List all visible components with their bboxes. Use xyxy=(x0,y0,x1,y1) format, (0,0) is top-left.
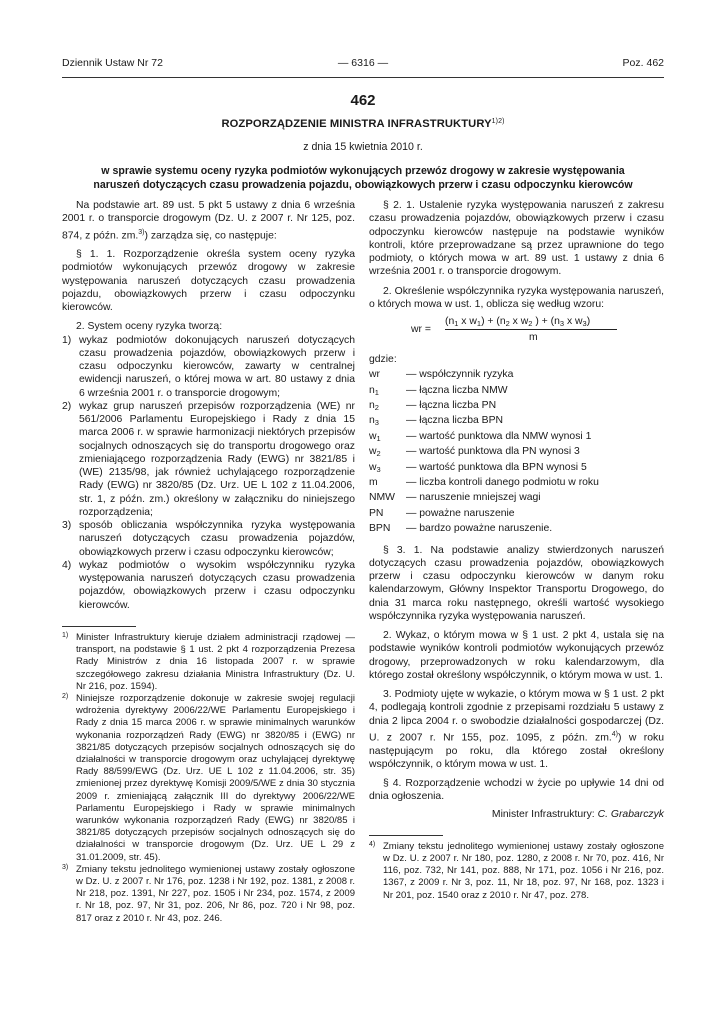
page-header xyxy=(62,57,664,71)
formula-lhs: wr = xyxy=(411,324,431,335)
footnote-1: 1) Minister Infrastruktury kieruje działem administracji rządowej — transport, na podstawie § 1 ust. 2 pkt 4 rozporządzenia Prezesa Rady Ministrów z dnia 16 listopada 2007 r. w sprawie szczegółowego zakresu działania Ministra Infrastruktury (Dz. U. Nr 216, poz. 1594). xyxy=(62,631,355,692)
act-date: z dnia 15 kwietnia 2010 r. xyxy=(303,141,423,153)
footnote-2: 2) Niniejsze rozporządzenie dokonuje w zakresie swojej regulacji wdrożenia dyrektywy 2006/22/WE Parlamentu Europejskiego i Rady z dnia 15 marca 2006 r. w sprawie minimalnych warunków wykonania rozporządzeń Rady (EWG) nr 3820/85 i (EWG) nr 3821/85 dotyczących przepisów socjalnych odnoszących się do działalności w transporcie drogowym oraz uchylającej dyrektywę Rady 88/599/EWG (Dz. Urz. UE L 102 z 11.04.2006, str. 35) zmienionej przez dyrektywę Komisji 2009/5/WE z dnia 30 stycznia 2009 r. zmieniającą załącznik III do dyrektywy 2006/22/WE Parlamentu Europejskiego i Rady w sprawie minimalnych warunków wykonania rozporządzeń Rady (EWG) nr 3820/85 i 3821/85 dotyczących przepisów socjalnych odnoszących się do działalności w transporcie drogowym (Dz. Urz. UE L 29 z 31.01.2009, str. 45). xyxy=(62,692,355,863)
position-number: Poz. 462 xyxy=(622,57,664,69)
legend-row: $w_1$ — wartość punktowa dla NMW wynosi 1 xyxy=(369,430,592,443)
fraction-bar xyxy=(445,329,617,330)
section-1-para-2: 2. System oceny ryzyka tworzą: xyxy=(76,321,223,333)
footnote-4: 4) Zmiany tekstu jednolitego wymienionej ustawy zostały ogłoszone w Dz. U. z 2007 r. Nr 180, poz. 1280, z 2008 r. Nr 70, poz. 416, Nr 116, poz. 732, Nr 141, poz. 888, Nr 171, poz. 1056 i Nr 216, poz. 1367, z 2009 r. Nr 3, poz. 11, Nr 18, poz. 97, Nr 168, poz. 1323 i Nr 201, poz. 1540 oraz z 2010 r. Nr 47, poz. 278. xyxy=(369,840,664,901)
legend-row: $n_3$ — łączna liczba BPN xyxy=(369,415,504,428)
list-item: 4) wykaz podmiotów o wysokim współczynniku ryzyka występowania naruszeń dotyczących czasu prowadzenia pojazdów, obowiązkowych przerw i czasu odpoczynku kierowców. xyxy=(62,559,355,611)
act-title xyxy=(62,118,664,130)
section-3-para-3: 3. Podmioty ujęte w wykazie, o którym mowa w § 1 ust. 2 pkt 4, podlegają kontroli zgodnie z przepisami rozdziału 5 ustawy z dnia 2 lipca 2004 r. o swobodzie działalności gospodarczej (Dz. U. z 2007 r. Nr 155, poz. 1095, z późn. zm.$^{4)}$) w roku następującym po roku, dla którego został określony współczynnik, o którym mowa w ust. 1. xyxy=(369,689,664,770)
act-subject xyxy=(62,164,664,192)
legend-row: BPN — bardzo poważne naruszenie. xyxy=(369,523,553,535)
legend-row: $n_1$ — łączna liczba NMW xyxy=(369,384,508,397)
legend-row: wr — współczynnik ryzyka xyxy=(369,369,514,381)
formula-numerator: ($n_1$ x $w_1) + (n_2$ x $w_2$ ) + ($n_3$ x $w_3$) xyxy=(445,316,591,328)
section-2-para-1: § 2. 1. Ustalenie ryzyka występowania naruszeń z zakresu czasu prowadzenia pojazdów, obowiązkowych przerw i czasu odpoczynku kierowców następuje na podstawie wyników kontroli, które przeprowadzane są przez uprawnione do tego podmioty, o których mowa w art. 89 ust. 1 ustawy z dnia 6 września 2001 r. o transporcie drogowym. xyxy=(369,200,664,278)
legend-row: $n_2$ — łączna liczba PN xyxy=(369,400,497,413)
legend-row: PN — poważne naruszenie xyxy=(369,507,515,519)
section-3-para-1: § 3. 1. Na podstawie analizy stwierdzonych naruszeń dotyczących czasu prowadzenia pojazdów, obowiązkowych przerw i czasu odpoczynku kierowców w danym roku kalendarzowym, Główny Inspektor Transportu Drogowego, do dnia 31 marca roku następnego, określi wartość wysokiego współczynnika ryzyka występowania naruszeń. xyxy=(369,544,664,622)
list-item: 3) sposób obliczania współczynnika ryzyka występowania naruszeń dotyczących czasu prowadzenia pojazdów, obowiązkowych przerw i czasu odpoczynku kierowców; xyxy=(62,520,355,558)
subject-line-1: w sprawie systemu oceny ryzyka podmiotów wykonujących przewóz drogowy w zakresie występowania xyxy=(101,165,625,177)
signature: Minister Infrastruktury: C. Grabarczyk xyxy=(491,808,664,820)
header-rule xyxy=(62,77,664,78)
formula-denominator: m xyxy=(529,332,538,343)
list-item: 2) wykaz grup naruszeń przepisów rozporządzenia (WE) nr 561/2006 Parlamentu Europejskiego i Rady z dnia 15 marca 2006 r. w sprawie harmonizacji niektórych przepisów socjalnych odnoszących się do transportu drogowego oraz zmieniającego rozporządzenia Rady (EWG) nr 3821/85 i (WE) 2135/98, jak również uchylającego rozporządzenie Rady (EWG) nr 3820/85 (Dz. Urz. UE L 102 z 11.04.2006, str. 1, z późn. zm.) określony w załączniku do niniejszego rozporządzenia; xyxy=(62,400,355,518)
legend-intro: gdzie: xyxy=(369,354,397,365)
section-2-para-2: 2. Określenie współczynnika ryzyka występowania naruszeń, o których mowa w ust. 1, oblicza się według wzoru: xyxy=(369,285,664,310)
footnote-ref-4[interactable]: 4) xyxy=(611,730,618,738)
title-footnote-ref[interactable]: 1)2) xyxy=(491,118,505,125)
section-3-para-2: 2. Wykaz, o którym mowa w § 1 ust. 2 pkt 4, ustala się na podstawie wyników kontroli podmiotów wykonujących przewóz drogowy, przeprowadzonych w roku kalendarzowym, dla którego został określony współczynnik, o którym mowa w ust. 1. xyxy=(369,630,664,681)
act-number: 462 xyxy=(350,92,376,109)
journal-name: Dziennik Ustaw Nr 72 xyxy=(62,57,163,69)
act-title-text: ROZPORZĄDZENIE MINISTRA INFRASTRUKTURY xyxy=(221,118,492,130)
left-column xyxy=(62,199,355,925)
legend-row: $w_2$ — wartość punktowa dla PN wynosi 3 xyxy=(369,446,580,459)
section-1-para-1: § 1. 1. Rozporządzenie określa system oceny ryzyka podmiotów wykonujących przewóz drogowy w zakresie występowania naruszeń dotyczących czasu prowadzenia pojazdu, obowiązkowych przerw i czasu odpoczynku kierowców. xyxy=(62,249,355,314)
risk-formula xyxy=(369,315,664,345)
legend-row: m — liczba kontroli danego podmiotu w roku xyxy=(369,476,599,488)
right-column xyxy=(369,199,664,902)
minister-name: C. Grabarczyk xyxy=(597,808,664,820)
symbol-legend xyxy=(369,368,664,537)
subject-line-2: naruszeń dotyczących czasu prowadzenia pojazdu, obowiązkowych przerw i czasu odpoczynku kierowców xyxy=(93,179,633,191)
legend-row: NMW — naruszenie mniejszej wagi xyxy=(369,492,541,504)
footnote-ref-3[interactable]: 3) xyxy=(138,228,145,236)
footnote-3: 3) Zmiany tekstu jednolitego wymienionej ustawy zostały ogłoszone w Dz. U. z 2007 r. Nr 176, poz. 1238 i Nr 192, poz. 1381, z 2008 r. Nr 218, poz. 1391, Nr 227, poz. 1505 i Nr 234, poz. 1574, z 2009 r. Nr 18, poz. 97, Nr 31, poz. 206, Nr 86, poz. 720 i Nr 98, poz. 817 oraz z 2010 r. Nr 43, poz. 246. xyxy=(62,863,355,924)
list-item: 1) wykaz podmiotów dokonujących naruszeń dotyczących czasu prowadzenia pojazdów, obowiązkowych przerw i czasu odpoczynku kierowców, zawarty w centralnej ewidencji naruszeń, o której mowa w art. 80 ustawy z dnia 6 września 2001 r. o transporcie drogowym; xyxy=(62,334,355,399)
page-number: — 6316 — xyxy=(337,57,389,69)
legend-row: $w_3$ — wartość punktowa dla BPN wynosi 5 xyxy=(369,461,587,474)
section-4: § 4. Rozporządzenie wchodzi w życie po upływie 14 dni od dnia ogłoszenia. xyxy=(369,778,664,803)
preamble: Na podstawie art. 89 ust. 5 pkt 5 ustawy z dnia 6 września 2001 r. o transporcie drogowym (Dz. U. z 2007 r. Nr 125, poz. 874, z późn. zm.$^{3)}$) zarządza się, co następuje: xyxy=(62,200,355,241)
